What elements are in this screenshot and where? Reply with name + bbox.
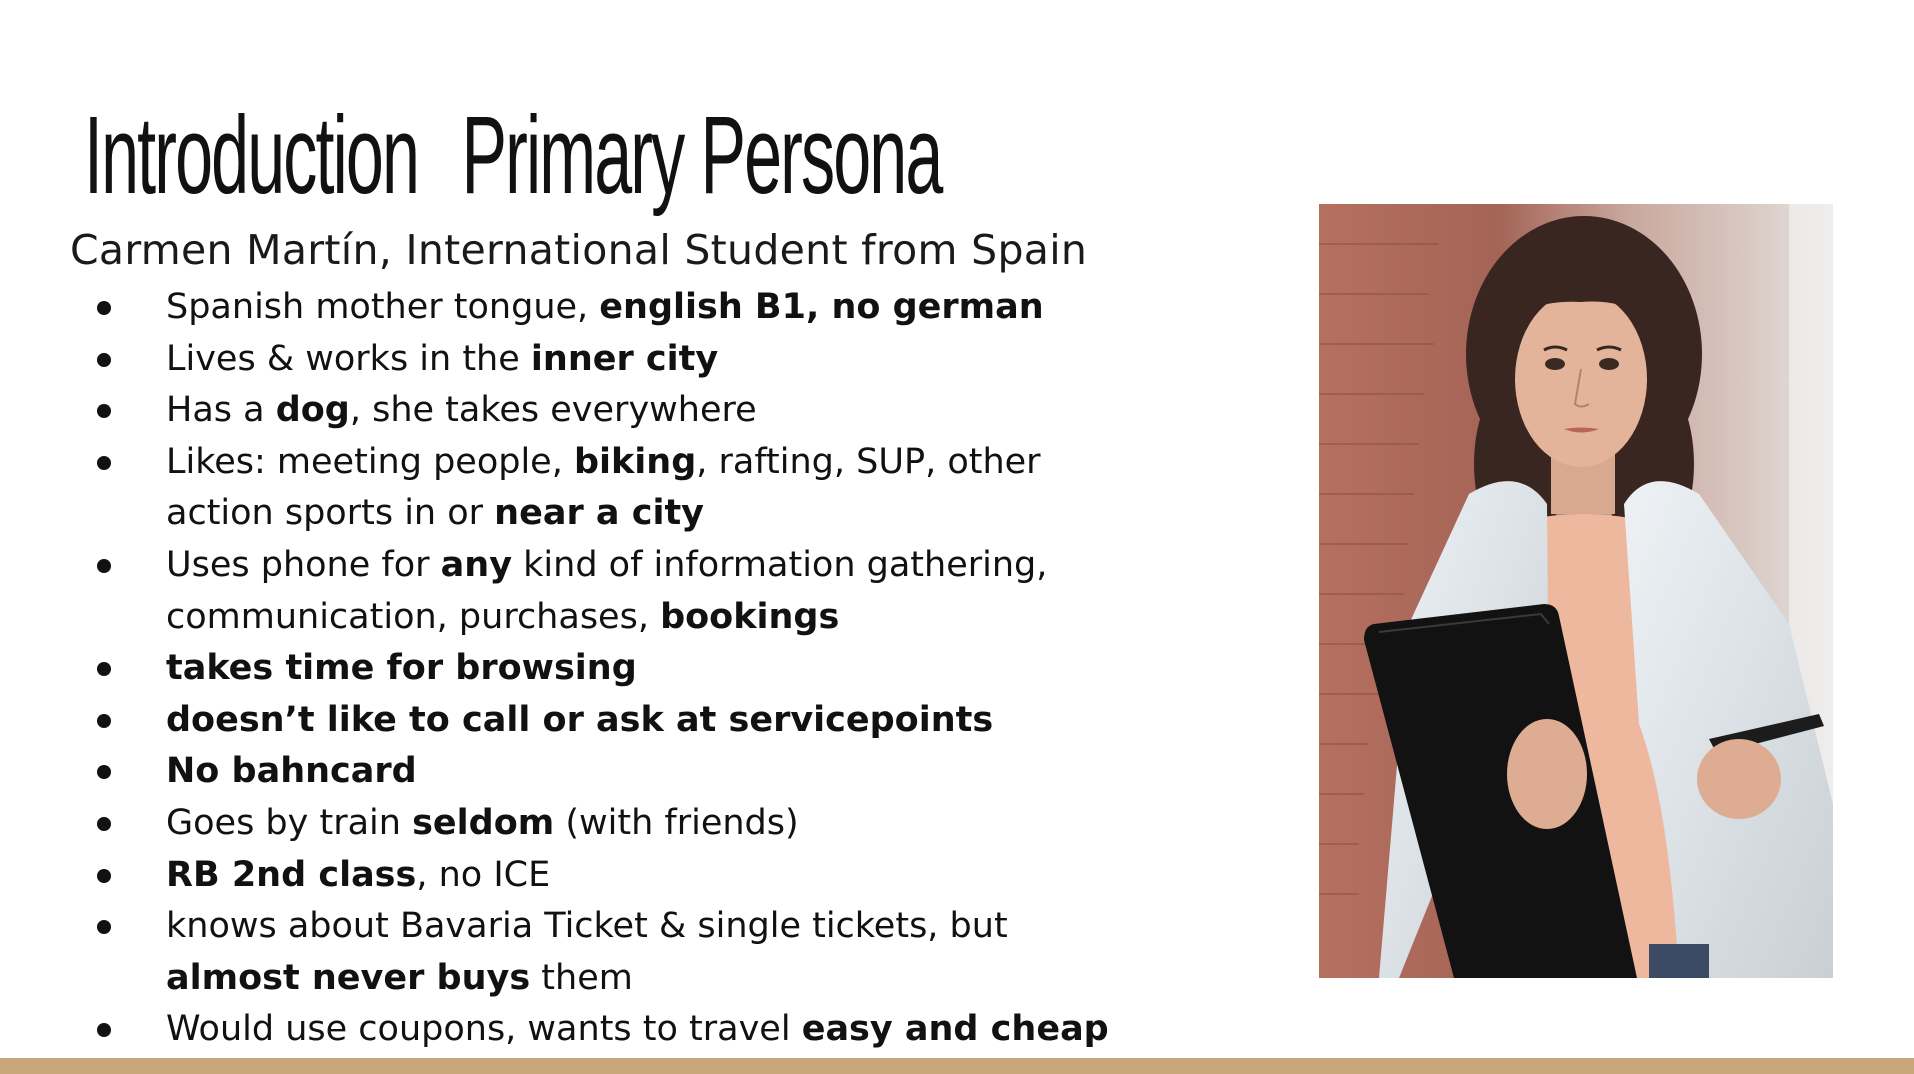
bullet-text: kind of information gathering, — [512, 544, 1048, 585]
bullet-text-bold: inner city — [530, 338, 719, 379]
bullet-text: action sports in or — [166, 493, 495, 534]
bullet-text: Lives & works in the — [166, 338, 531, 379]
bullet-text-bold: any — [440, 544, 513, 585]
persona-bullet-item — [0, 798, 1200, 850]
persona-photo — [1319, 204, 1833, 978]
persona-bullet-item — [0, 695, 1200, 747]
bullet-text-bold: seldom — [412, 802, 555, 843]
persona-bullet-item — [0, 1004, 1200, 1056]
bullet-dot-icon — [97, 353, 111, 367]
bullet-text: Likes: meeting people, — [166, 441, 574, 482]
bullet-text-bold: near a city — [494, 493, 704, 534]
bullet-text: communication, purchases, — [166, 596, 661, 637]
bullet-dot-icon — [97, 869, 111, 883]
persona-bullet-item — [0, 746, 1200, 798]
bullet-text-bold: No bahncard — [166, 751, 417, 792]
bullet-dot-icon — [97, 456, 111, 470]
bullet-text: Goes by train — [166, 802, 413, 843]
persona-bullet-list — [0, 282, 1200, 1056]
bullet-text-bold: easy and cheap — [801, 1009, 1109, 1050]
persona-bullet-item — [0, 334, 1200, 386]
bullet-dot-icon — [97, 920, 111, 934]
bullet-text: knows about Bavaria Ticket & single tickets, but — [166, 906, 1008, 947]
bullet-dot-icon — [97, 1023, 111, 1037]
footer-accent-bar — [0, 1058, 1914, 1074]
bullet-text: (with friends) — [554, 802, 799, 843]
bullet-text-bold: doesn’t like to call or ask at servicepoints — [166, 699, 994, 740]
persona-bullet-item — [0, 437, 1200, 540]
bullet-text-bold: takes time for browsing — [166, 648, 637, 689]
bullet-dot-icon — [97, 559, 111, 573]
bullet-text: Spanish mother tongue, — [166, 287, 600, 327]
persona-bullet-item — [0, 850, 1200, 902]
title-primary-persona: Primary Persona — [461, 94, 942, 217]
title-introduction: Introduction — [84, 94, 419, 217]
bullet-text: , no ICE — [416, 854, 551, 895]
slide-title — [84, 96, 941, 216]
persona-subtitle: Carmen Martín, International Student from Spain — [70, 226, 1088, 274]
bullet-dot-icon — [97, 301, 111, 315]
bullet-text-bold: english B1, no german — [599, 287, 1044, 327]
bullet-text: Uses phone for — [166, 544, 441, 585]
bullet-text-bold: almost never buys — [166, 957, 531, 998]
persona-bullet-item — [0, 385, 1200, 437]
bullet-text: Would use coupons, wants to travel — [166, 1009, 802, 1050]
persona-bullet-item — [0, 901, 1200, 1004]
persona-bullet-item — [0, 282, 1200, 334]
persona-bullet-item — [0, 540, 1200, 643]
bullet-text-bold: bookings — [660, 596, 840, 637]
bullet-text-bold: dog — [275, 390, 350, 431]
bullet-text: , she takes everywhere — [349, 390, 757, 431]
bullet-text: them — [530, 957, 633, 998]
bullet-text-bold: RB 2nd class — [166, 854, 417, 895]
bullet-dot-icon — [97, 817, 111, 831]
bullet-text: Has a — [166, 390, 276, 431]
bullet-dot-icon — [97, 404, 111, 418]
bullet-dot-icon — [97, 714, 111, 728]
persona-bullet-item — [0, 643, 1200, 695]
bullet-dot-icon — [97, 662, 111, 676]
bullet-dot-icon — [97, 765, 111, 779]
bullet-text: , rafting, SUP, other — [696, 441, 1041, 482]
bullet-text-bold: biking — [573, 441, 697, 482]
